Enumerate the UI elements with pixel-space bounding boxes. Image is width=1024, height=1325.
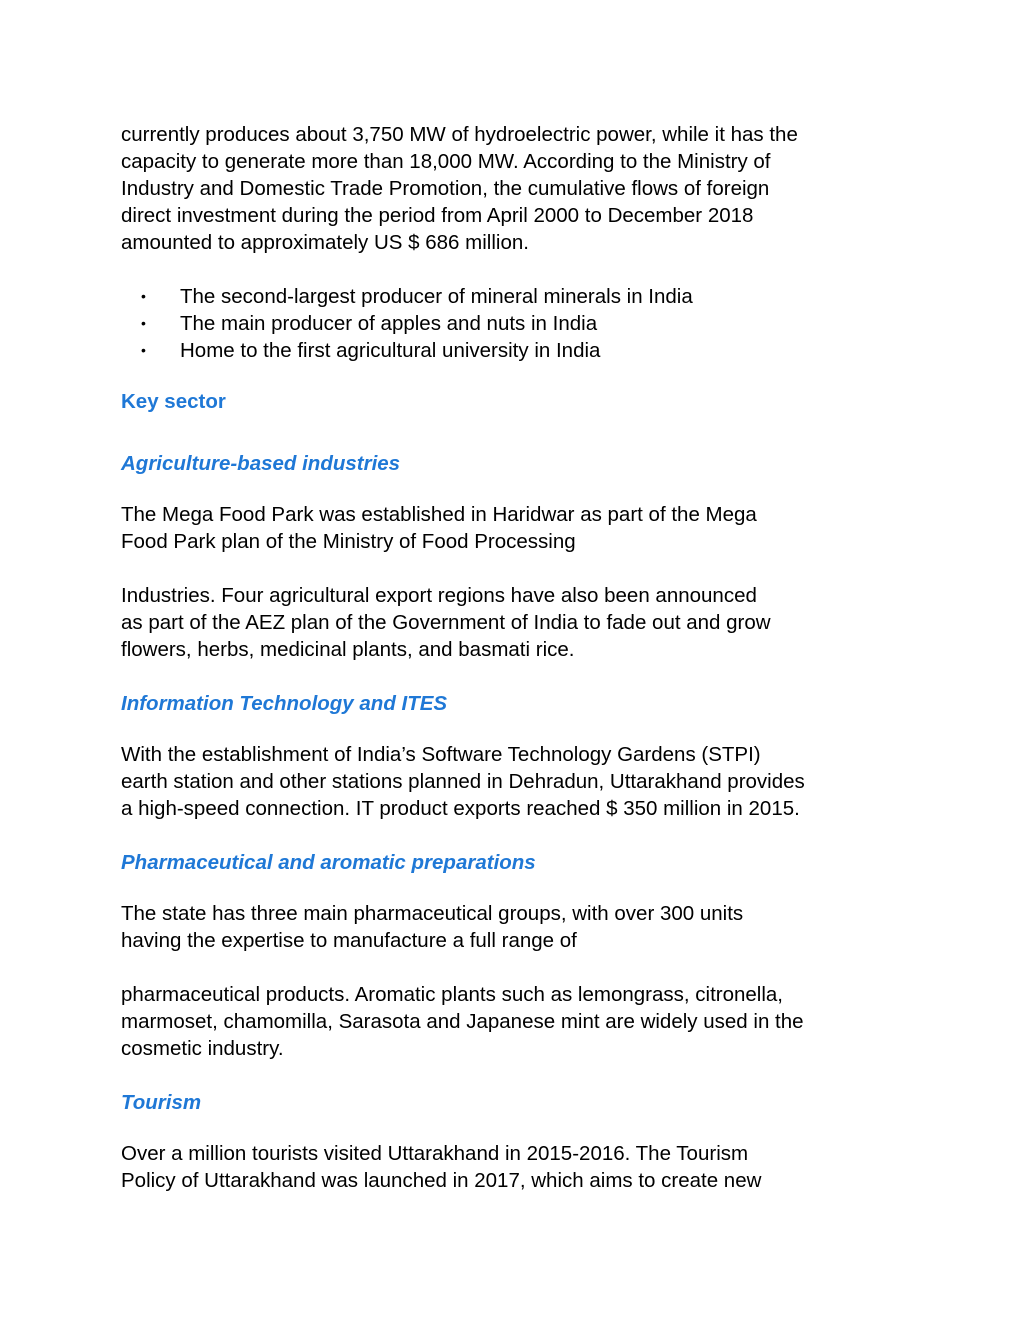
- intro-line: amounted to approximately US $ 686 million.: [121, 231, 529, 254]
- fact-list: [121, 283, 921, 364]
- pharma-heading: Pharmaceutical and aromatic preparations: [121, 851, 536, 874]
- tourism-line: Over a million tourists visited Uttarakhand in 2015-2016. The Tourism: [121, 1142, 749, 1165]
- intro-line: direct investment during the period from April 2000 to December 2018: [121, 204, 754, 227]
- intro-line: currently produces about 3,750 MW of hydroelectric power, while it has the: [121, 123, 798, 146]
- list-item: [121, 310, 921, 337]
- agriculture-line: Industries. Four agricultural export regions have also been announced: [121, 584, 757, 607]
- tourism-heading: Tourism: [121, 1091, 202, 1114]
- list-item-text: Home to the first agricultural university in India: [180, 339, 601, 362]
- intro-paragraph: [121, 121, 921, 256]
- tourism-line: Policy of Uttarakhand was launched in 2017, which aims to create new: [121, 1169, 762, 1192]
- key-sector-heading: Key sector: [121, 390, 226, 413]
- bullet-icon: •: [141, 288, 146, 304]
- pharma-line: marmoset, chamomilla, Sarasota and Japanese mint are widely used in the: [121, 1010, 804, 1033]
- list-item-text: The second-largest producer of mineral minerals in India: [180, 285, 693, 308]
- agriculture-paragraph-1: [121, 501, 921, 555]
- agriculture-heading: Agriculture-based industries: [121, 452, 401, 475]
- it-paragraph: [121, 741, 921, 822]
- intro-line: Industry and Domestic Trade Promotion, the cumulative flows of foreign: [121, 177, 770, 200]
- pharma-paragraph-1: [121, 900, 921, 954]
- it-line: a high-speed connection. IT product exports reached $ 350 million in 2015.: [121, 797, 800, 820]
- list-item: [121, 283, 921, 310]
- list-item-text: The main producer of apples and nuts in India: [180, 312, 598, 335]
- pharma-line: pharmaceutical products. Aromatic plants such as lemongrass, citronella,: [121, 983, 784, 1006]
- agriculture-paragraph-2: [121, 582, 921, 663]
- agriculture-line: as part of the AEZ plan of the Government of India to fade out and grow: [121, 611, 771, 634]
- it-line: With the establishment of India’s Software Technology Gardens (STPI): [121, 743, 761, 766]
- list-item: [121, 337, 921, 364]
- agriculture-line: Food Park plan of the Ministry of Food Processing: [121, 530, 576, 553]
- intro-line: capacity to generate more than 18,000 MW. According to the Ministry of: [121, 150, 771, 173]
- pharma-line: cosmetic industry.: [121, 1037, 284, 1060]
- it-heading: Information Technology and ITES: [121, 692, 448, 715]
- tourism-paragraph: [121, 1140, 921, 1194]
- pharma-line: The state has three main pharmaceutical groups, with over 300 units: [121, 902, 744, 925]
- agriculture-line: The Mega Food Park was established in Haridwar as part of the Mega: [121, 503, 757, 526]
- document-page: [121, 121, 921, 1194]
- pharma-line: having the expertise to manufacture a full range of: [121, 929, 577, 952]
- it-line: earth station and other stations planned in Dehradun, Uttarakhand provides: [121, 770, 805, 793]
- agriculture-line: flowers, herbs, medicinal plants, and basmati rice.: [121, 638, 575, 661]
- pharma-paragraph-2: [121, 981, 921, 1062]
- bullet-icon: •: [141, 342, 146, 358]
- bullet-icon: •: [141, 315, 146, 331]
